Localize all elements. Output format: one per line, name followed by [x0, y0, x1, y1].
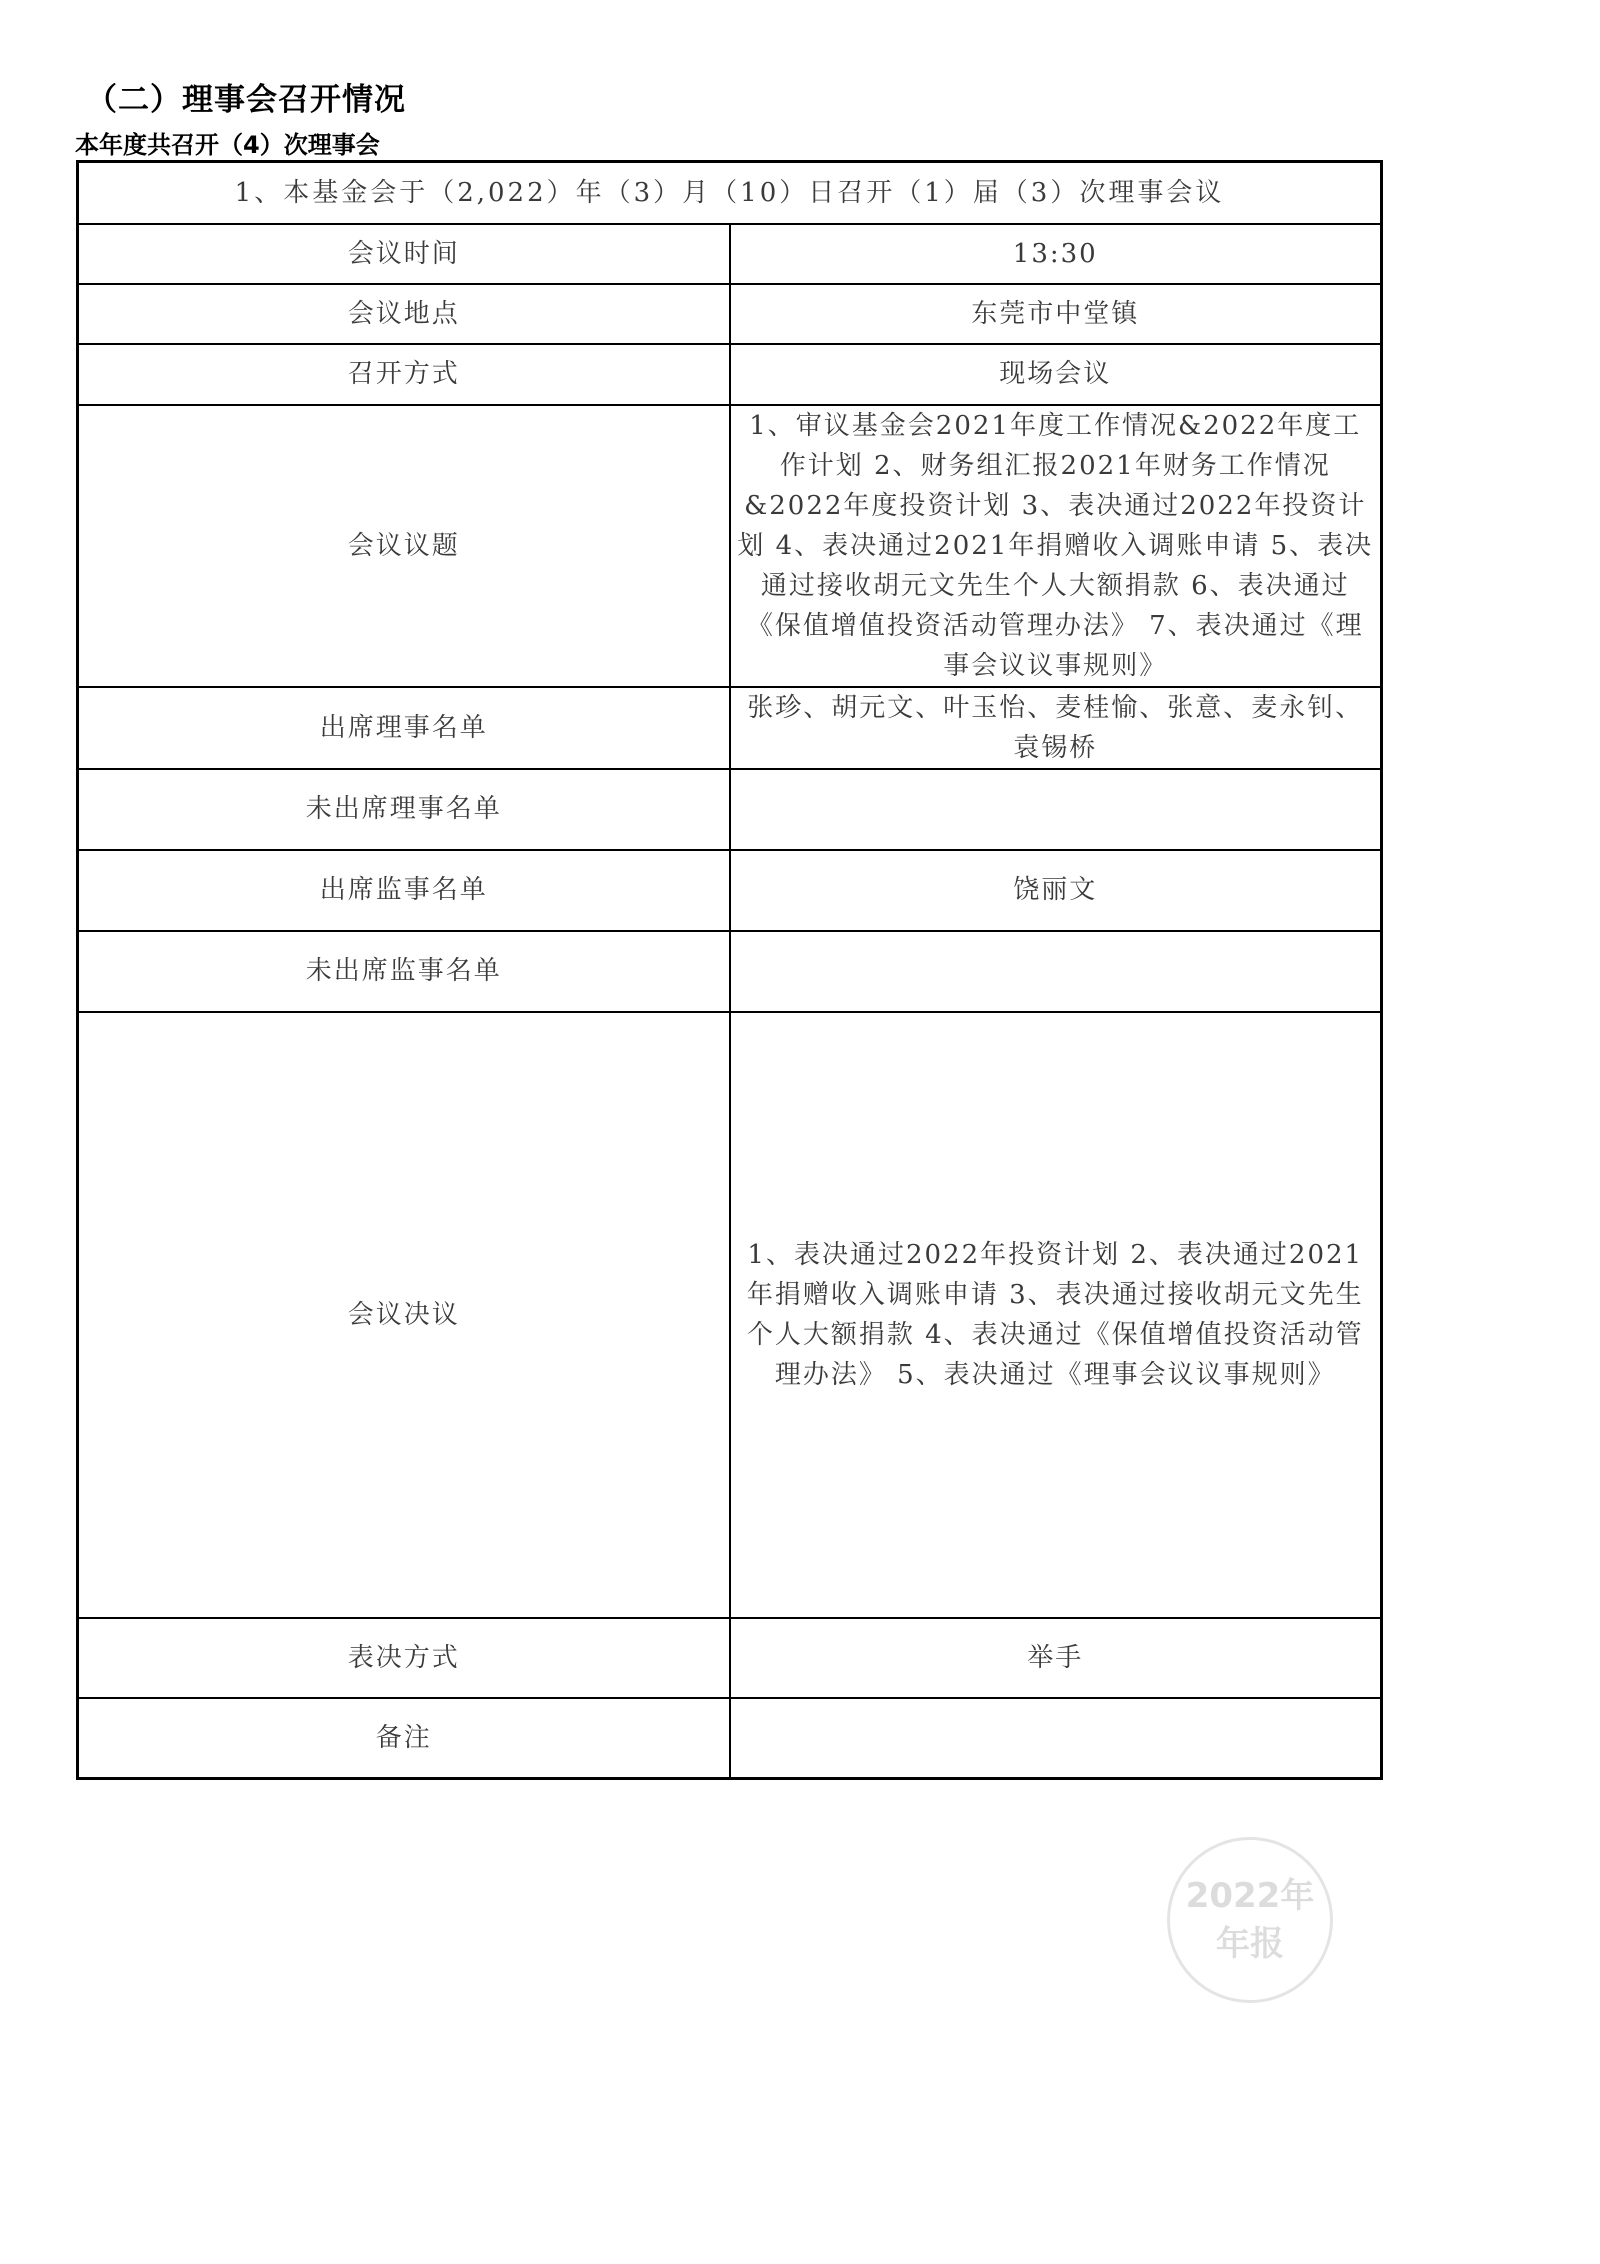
row-value-time: 13:30: [730, 224, 1382, 284]
row-value-location: 东莞市中堂镇: [730, 284, 1382, 344]
table-row: [78, 687, 1382, 769]
table-row: [78, 1618, 1382, 1698]
meeting-count-subtitle: 本年度共召开（4）次理事会: [75, 131, 380, 159]
row-label-voting-method: 表决方式: [78, 1618, 730, 1698]
row-label-absent-supervisors: 未出席监事名单: [78, 931, 730, 1012]
board-meeting-table: [76, 160, 1383, 1780]
row-value-attending-supervisors: 饶丽文: [730, 850, 1382, 931]
table-row: [78, 344, 1382, 405]
table-row: [78, 1698, 1382, 1779]
row-value-agenda: 1、审议基金会2021年度工作情况&2022年度工作计划 2、财务组汇报2021年财务工作情况&2022年度投资计划 3、表决通过2022年投资计划 4、表决通过2021年捐赠收入调账申请 5、表决通过接收胡元文先生个人大额捐款 6、表决通过《保值增值投资活动管理办法》 7、表决通过《理事会议议事规则》: [730, 405, 1382, 687]
table-row: [78, 405, 1382, 687]
row-value-absent-supervisors: [730, 931, 1382, 1012]
row-label-location: 会议地点: [78, 284, 730, 344]
table-row: [78, 224, 1382, 284]
row-label-attending-directors: 出席理事名单: [78, 687, 730, 769]
stamp-year-text: 2022年: [1185, 1876, 1315, 1916]
row-value-remarks: [730, 1698, 1382, 1779]
row-value-voting-method: 举手: [730, 1618, 1382, 1698]
row-label-absent-directors: 未出席理事名单: [78, 769, 730, 850]
table-row: [78, 931, 1382, 1012]
row-value-attending-directors: 张珍、胡元文、叶玉怡、麦桂愉、张意、麦永钊、袁锡桥: [730, 687, 1382, 769]
section-title: （二）理事会召开情况: [86, 82, 406, 118]
table-row: [78, 850, 1382, 931]
table-row: [78, 769, 1382, 850]
row-label-agenda: 会议议题: [78, 405, 730, 687]
stamp-report-text: 年报: [1216, 1924, 1284, 1964]
annual-report-watermark-stamp: [1167, 1837, 1333, 2003]
row-value-format: 现场会议: [730, 344, 1382, 405]
row-label-attending-supervisors: 出席监事名单: [78, 850, 730, 931]
row-value-absent-directors: [730, 769, 1382, 850]
row-label-remarks: 备注: [78, 1698, 730, 1779]
table-row: [78, 284, 1382, 344]
row-value-resolutions: 1、表决通过2022年投资计划 2、表决通过2021年捐赠收入调账申请 3、表决通过接收胡元文先生个人大额捐款 4、表决通过《保值增值投资活动管理办法》 5、表决通过《理事会议议事规则》: [730, 1012, 1382, 1618]
row-label-format: 召开方式: [78, 344, 730, 405]
meeting-headline: 1、本基金会于（2,022）年（3）月（10）日召开（1）届（3）次理事会议: [78, 162, 1382, 224]
row-label-resolutions: 会议决议: [78, 1012, 730, 1618]
table-header-row: [78, 162, 1382, 224]
row-label-time: 会议时间: [78, 224, 730, 284]
table-row: [78, 1012, 1382, 1618]
